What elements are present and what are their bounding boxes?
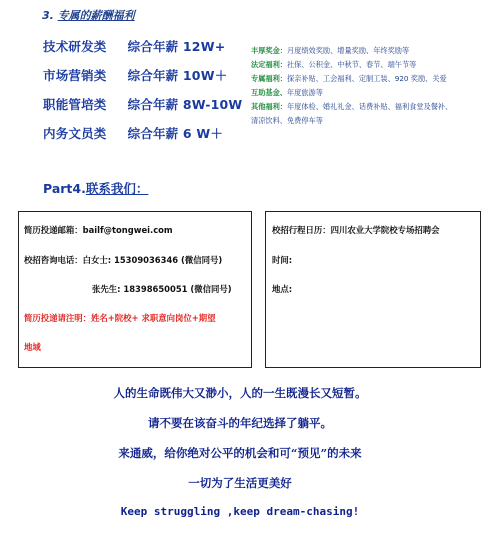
schedule-title: 校招行程日历：四川农业大学院校专场招聘会 bbox=[272, 225, 440, 235]
benefit-text: 年度体检、婚礼礼金、话费补贴、福利食堂及餐补、 bbox=[286, 102, 453, 111]
schedule-place-label: 地点: bbox=[272, 284, 293, 294]
benefit-label: 专属福利： bbox=[251, 74, 287, 83]
job-category: 内务文员类 bbox=[43, 126, 107, 141]
benefit-text: 月度绩效奖励、增量奖励、年终奖励等 bbox=[286, 46, 410, 55]
motto-line: 来通威，给你绝对公平的机会和可“预见”的未来 bbox=[118, 446, 362, 460]
contact-box bbox=[18, 211, 252, 368]
benefit-line bbox=[251, 60, 416, 70]
phone-line bbox=[24, 254, 222, 266]
benefit-label: 其他福利： bbox=[251, 102, 287, 111]
email-link[interactable]: bailf@tongwei.com bbox=[82, 225, 173, 235]
job-row bbox=[43, 66, 227, 84]
part4-prefix: Part4. bbox=[43, 181, 86, 196]
email-label: 简历投递邮箱： bbox=[24, 225, 83, 235]
motto-line: 人的生命既伟大又渺小，人的一生既漫长又短暂。 bbox=[113, 386, 367, 400]
benefit-label: 法定福利： bbox=[251, 60, 287, 69]
job-salary: 综合年薪 8W-10W bbox=[127, 97, 243, 112]
schedule-box bbox=[265, 211, 481, 368]
benefit-line bbox=[251, 116, 323, 126]
motto-line: 请不要在该奋斗的年纪选择了躺平。 bbox=[148, 416, 332, 430]
benefit-line bbox=[251, 74, 447, 84]
application-note: 简历投递请注明：姓名+院校+ 求职意向岗位+期望 bbox=[24, 313, 216, 323]
schedule-time-label: 时间: bbox=[272, 255, 293, 265]
benefit-line bbox=[251, 46, 409, 56]
job-category: 技术研发类 bbox=[43, 39, 107, 54]
benefit-line bbox=[251, 88, 323, 98]
part4-heading bbox=[43, 179, 148, 197]
job-category: 职能管培类 bbox=[43, 97, 107, 112]
job-salary: 综合年薪 10W＋ bbox=[127, 68, 228, 83]
section-heading bbox=[42, 7, 135, 23]
job-category: 市场营销类 bbox=[43, 68, 107, 83]
job-salary: 综合年薪 6 W＋ bbox=[127, 126, 224, 141]
benefit-label: 互助基金、 bbox=[251, 88, 287, 97]
part4-title: 联系我们： bbox=[85, 181, 149, 196]
benefit-text: 探亲补贴、工会福利、定制工装、920 奖励、关爱 bbox=[286, 74, 447, 83]
benefit-label: 丰厚奖金： bbox=[251, 46, 287, 55]
contact-person-1: 白女士: 15309036346 (微信同号) bbox=[82, 255, 223, 265]
benefit-line bbox=[251, 102, 452, 112]
job-row bbox=[43, 37, 225, 55]
email-line bbox=[24, 224, 173, 236]
contact-person-2: 张先生: 18398650051 (微信同号) bbox=[92, 284, 232, 294]
job-row bbox=[43, 95, 242, 113]
motto-line-english: Keep struggling ,keep dream-chasing! bbox=[120, 505, 360, 518]
benefit-text: 清凉饮料、免费停车等 bbox=[251, 116, 323, 125]
application-note-cont: 地域 bbox=[24, 342, 41, 352]
section-number: 3. bbox=[42, 9, 54, 22]
benefit-text: 年度旅游等 bbox=[286, 88, 323, 97]
motto-line: 一切为了生活更美好 bbox=[188, 476, 292, 490]
section-title: 专属的薪酬福利 bbox=[57, 9, 135, 22]
benefit-text: 社保、公积金、中秋节、春节、端午节等 bbox=[286, 60, 417, 69]
phone-label: 校招咨询电话： bbox=[24, 255, 83, 265]
job-row bbox=[43, 124, 223, 142]
job-salary: 综合年薪 12W+ bbox=[127, 39, 226, 54]
